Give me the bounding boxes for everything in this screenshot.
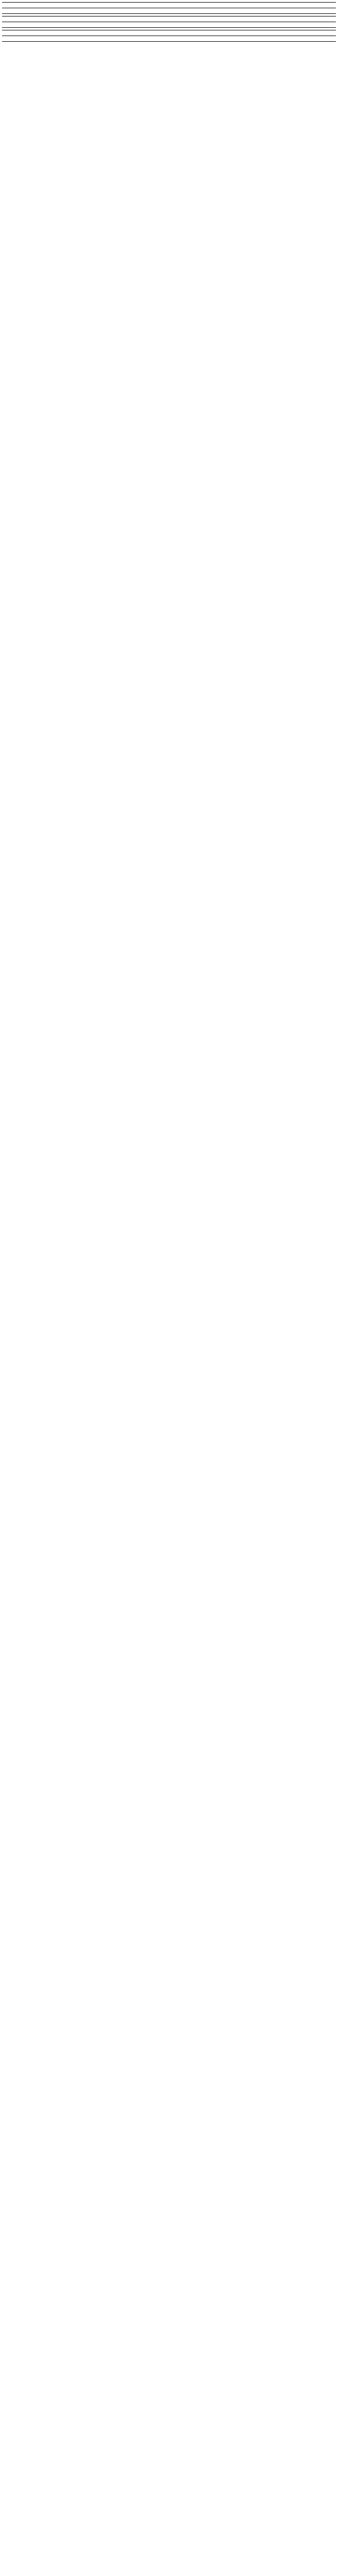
column-header (43, 22, 274, 27)
column-header (274, 22, 295, 27)
document-page (0, 0, 338, 46)
column-header-row (2, 22, 336, 28)
column-header (43, 8, 274, 13)
column-header (295, 22, 336, 27)
list-section (2, 16, 336, 28)
section-title (2, 30, 336, 36)
column-header (2, 8, 43, 13)
column-header (43, 36, 274, 41)
column-header (274, 8, 295, 13)
column-header (2, 36, 43, 41)
list-section (2, 30, 336, 42)
list-section (2, 2, 336, 14)
column-header (295, 8, 336, 13)
section-title (2, 2, 336, 8)
column-header (295, 36, 336, 41)
column-header-row (2, 36, 336, 42)
column-header (2, 22, 43, 27)
column-header (274, 36, 295, 41)
column-header-row (2, 8, 336, 14)
section-title (2, 16, 336, 22)
